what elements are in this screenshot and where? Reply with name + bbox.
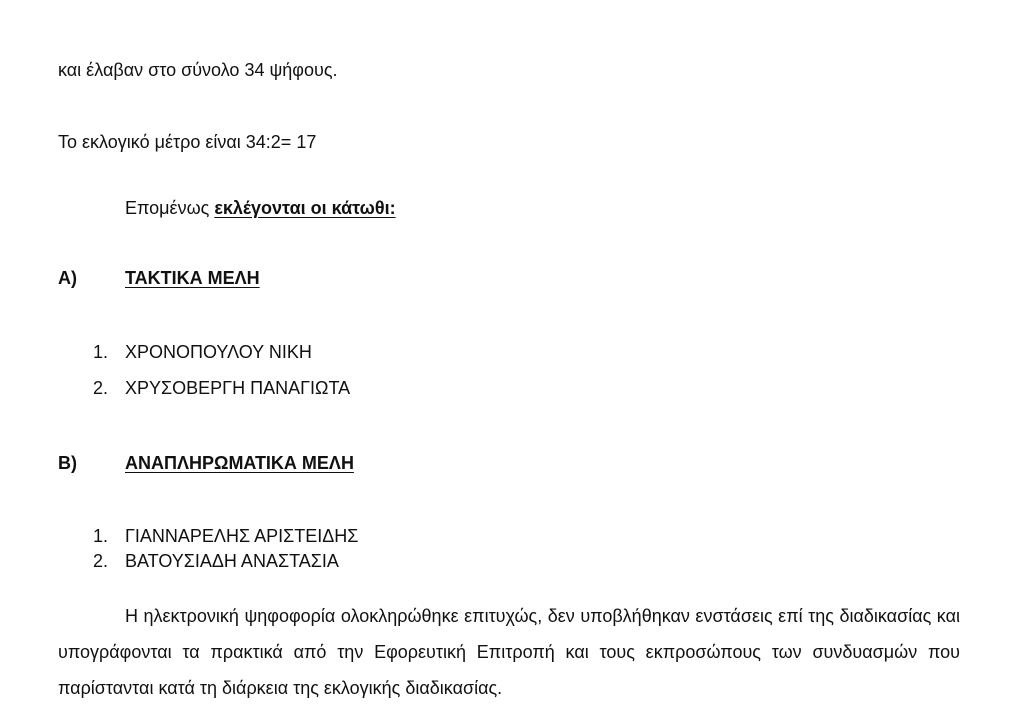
list-item-name: ΒΑΤΟΥΣΙΑΔΗ ΑΝΑΣΤΑΣΙΑ [125,551,339,571]
vote-total-line: και έλαβαν στο σύνολο 34 ψήφους. [58,60,338,80]
closing-paragraph: Η ηλεκτρονική ψηφοφορία ολοκληρώθηκε επιτυχώς, δεν υποβλήθηκαν ενστάσεις επί της διαδικασίας και υπογράφονται τα πρακτικά από την Εφορευτική Επιτροπή και τους εκπροσώπους των συνδυασμών που παρίστανται κατά τη διάρκεια της εκλογικής διαδικασίας. [58,606,960,698]
regular-members-list [93,342,350,414]
list-item-number: 1. [93,526,109,546]
list-item-name: ΓΙΑΝΝΑΡΕΛΗΣ ΑΡΙΣΤΕΙΔΗΣ [125,526,359,546]
section-a-label: Α) [58,268,77,288]
substitute-members-list [93,526,358,576]
section-b-label: Β) [58,453,77,473]
list-item [93,378,350,414]
list-item-number: 2. [93,551,109,571]
elected-intro-prefix: Επομένως [125,198,215,218]
list-item-name: ΧΡΥΣΟΒΕΡΓΗ ΠΑΝΑΓΙΩΤΑ [125,378,351,398]
electoral-quota-line: Το εκλογικό μέτρο είναι 34:2= 17 [58,132,317,152]
list-item-number: 1. [93,342,109,362]
list-item [93,526,358,551]
elected-intro-line [125,198,396,220]
list-item-name: ΧΡΟΝΟΠΟΥΛΟΥ ΝΙΚΗ [125,342,312,362]
list-item [93,551,358,576]
section-a-title: ΤΑΚΤΙΚΑ ΜΕΛΗ [125,268,260,288]
list-item-number: 2. [93,378,109,398]
section-b-title: ΑΝΑΠΛΗΡΩΜΑΤΙΚΑ ΜΕΛΗ [125,453,354,473]
list-item [93,342,350,378]
elected-intro-emphasis: εκλέγονται οι κάτωθι: [214,198,396,218]
